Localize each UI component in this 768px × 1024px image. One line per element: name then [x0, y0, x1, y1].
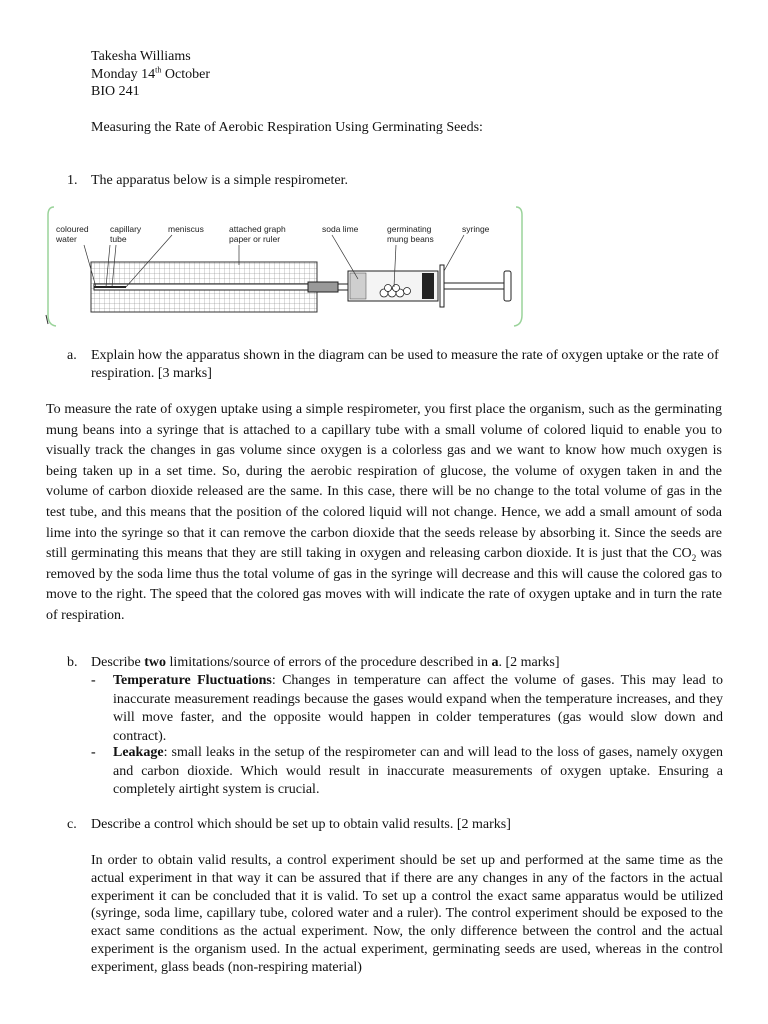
question-1-text: The apparatus below is a simple respirometer. [91, 173, 348, 188]
label-meniscus: meniscus [168, 224, 204, 234]
soda-lime-plug [350, 273, 366, 299]
document-title: Measuring the Rate of Aerobic Respiration Using Germinating Seeds: [91, 120, 483, 135]
bullet-dash: - [91, 745, 96, 760]
plunger-rod [444, 283, 506, 289]
answer-a-part1: To measure the rate of oxygen uptake using a simple respirometer, you first place the organism, such as the germinating mung beans into a syringe that is attached to a capillary tube with a small volume of colored liquid to enable you to visually track the changes in gas volume since oxygen is a colorless gas and we want to know how much oxygen is being taken up in a set time. So, during the aerobic respiration of glucose, the volume of oxygen taken in and the volume of carbon dioxide released are the same. In this case, there will be no change to the total volume of gas in the test tube, and this means that the position of the colored liquid will not change. Hence, we add a small amount of soda lime into the syringe so that it can remove the carbon dioxide that the seeds release by absorbing it. Since the seeds are still germinating this means that they are still taking in oxygen and releasing carbon dioxide. It is just that the CO [46, 402, 722, 562]
question-1-number: 1. [67, 173, 78, 188]
bullet-text: : Changes in temperature can affect the volume of gases. This may lead to inaccurate measurement readings because the gases would expand when the temperature increases, and they will move faster, and the opposite would happen in colder temperatures (gas would slow down and contract). [113, 673, 723, 744]
label-graph-2: paper or ruler [229, 234, 281, 244]
respirometer-diagram [44, 203, 526, 327]
question-c-label: c. [67, 817, 77, 832]
syringe-plunger-head [422, 273, 434, 299]
student-name: Takesha Williams [91, 49, 191, 64]
bullet-dash: - [91, 673, 96, 688]
label-coloured-2: water [56, 234, 77, 244]
date-prefix: Monday 14 [91, 66, 156, 82]
header-block [91, 48, 210, 101]
question-c-text: Describe a control which should be set up to obtain valid results. [2 marks] [91, 817, 511, 832]
co2-subscript: 2 [691, 552, 697, 563]
question-b-text: Describe two limitations/source of errors of the procedure described in a. [2 marks] [91, 655, 560, 670]
question-a-label: a. [67, 348, 77, 363]
question-a [67, 347, 723, 383]
frame-left-bracket [48, 207, 56, 326]
syringe-flange [440, 265, 444, 307]
label-capillary-2: tube [110, 234, 127, 244]
answer-a [46, 400, 722, 627]
label-mung-1: germinating [387, 224, 432, 234]
bullet-title: Temperature Fluctuations [113, 673, 272, 688]
label-graph-1: attached graph [229, 224, 286, 234]
question-b-label: b. [67, 655, 78, 670]
answer-c: In order to obtain valid results, a control experiment should be set up and performed at the same time as the actual experiment in that way it can be assured that if there are any changes in any of the factors in the actual experiment it can be concluded that it is valid. To set up a control the exact same apparatus would be utilized (syringe, soda lime, capillary tube, colored water and a ruler). The control experiment should be exposed to the exact same conditions as the actual experiment. Now, the only difference between the control and the actual experiment is the organism used. In the actual experiment, germinating seeds are used, whereas in the control experiment, glass beads (non-respiring material) [91, 853, 723, 975]
tube-connector [308, 282, 338, 292]
bullet-temperature [91, 672, 723, 746]
plunger-thumb [504, 271, 511, 301]
question-b [67, 654, 723, 672]
label-soda-lime: soda lime [322, 224, 359, 234]
bullet-text: : small leaks in the setup of the respirometer can and will lead to the loss of gases, namely oxygen and carbon dioxide. Which would result in inaccurate measurements of oxygen uptake. Ensuring a completely airtight system is crucial. [113, 745, 723, 797]
question-b-bold-a: a [491, 655, 499, 670]
answer-a-part2: was removed by the soda lime thus the total volume of gas in the syringe will decrease and this will cause the colored gas to move to the right. The speed that the colored gas moves with will indicate the rate of oxygen uptake and in turn the rate of respiration. [46, 546, 722, 623]
question-1 [67, 173, 348, 189]
date-suffix: October [161, 66, 210, 82]
date-superscript: th [155, 64, 162, 74]
bullet-leakage [91, 744, 723, 800]
label-capillary-1: capillary [110, 224, 142, 234]
question-b-bold: two [144, 655, 167, 670]
frame-right-bracket [514, 207, 522, 326]
label-syringe: syringe [462, 224, 490, 234]
question-a-text: Explain how the apparatus shown in the diagram can be used to measure the rate of oxygen uptake or the rate of respiration. [3 marks] [91, 348, 719, 381]
label-coloured-1: coloured [56, 224, 89, 234]
bullet-title: Leakage [113, 745, 164, 760]
question-c [67, 816, 723, 834]
date-line [91, 66, 210, 84]
label-mung-2: mung beans [387, 234, 434, 244]
course-code: BIO 241 [91, 84, 140, 99]
